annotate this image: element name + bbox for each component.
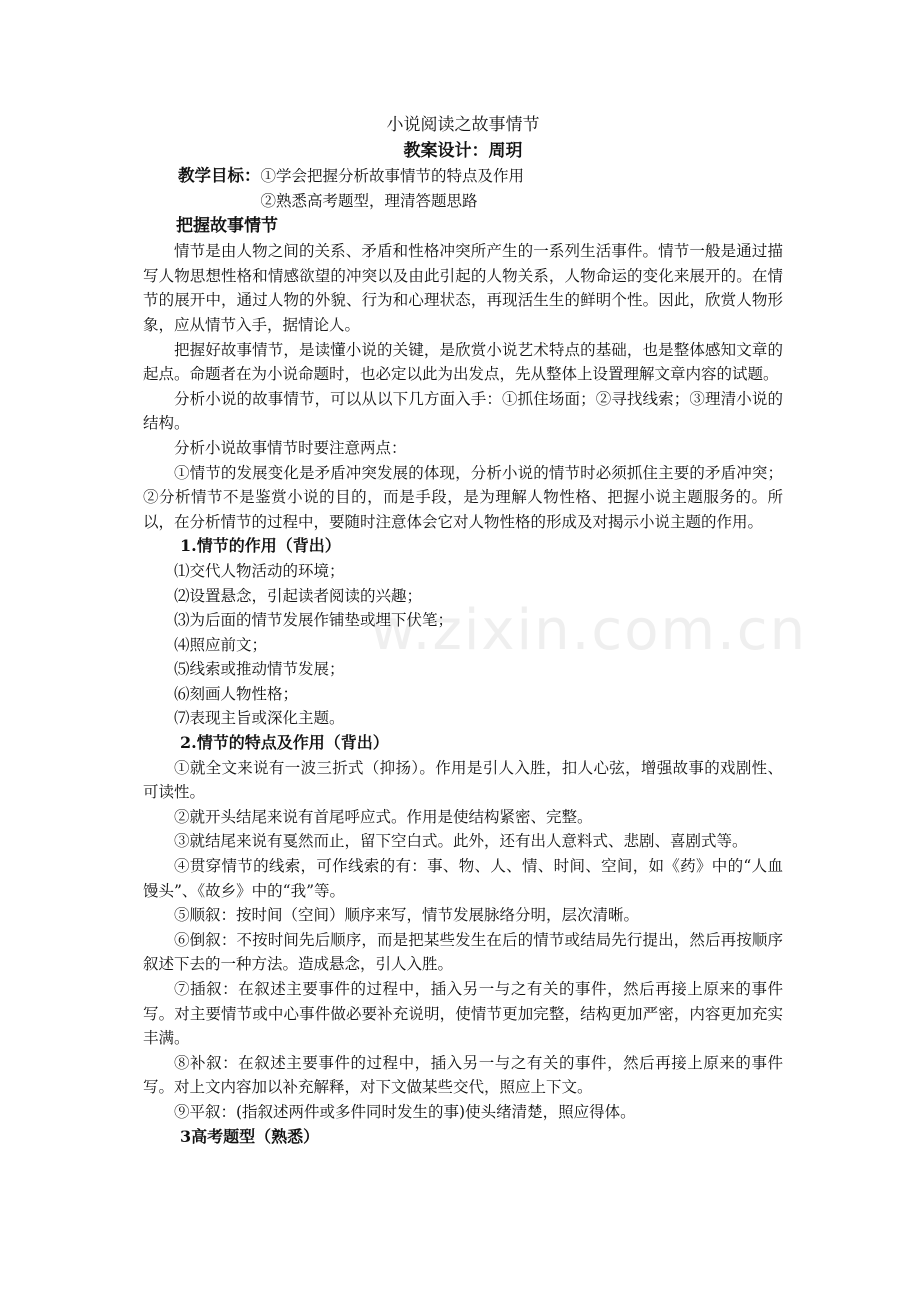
document-title: 小说阅读之故事情节 (386, 115, 540, 135)
section-heading-exam: 3高考题型（熟悉） (180, 1126, 320, 1146)
feature-paragraph: ⑧补叙：在叙述主要事件的过程中，插入另一与之有关的事件，然后再接上原来的事件写。对上文内容加以补充解释，对下文做某些交代，照应上下文。 (143, 1053, 783, 1097)
list-item: ⑸线索或推动情节发展； (174, 660, 345, 679)
feature-paragraph: ①就全文来说有一波三折式（抑扬）。作用是引人入胜，扣人心弦，增强故事的戏剧性、可读性。 (143, 758, 783, 802)
goal-item: ②熟悉高考题型，理清答题思路 (260, 191, 478, 210)
list-item: ⑷照应前文； (174, 635, 268, 654)
feature-paragraph: ③就结尾来说有戛然而止，留下空白式。此外，还有出人意料式、悲剧、喜剧式等。 (174, 832, 748, 851)
watermark: w.zixin.com.cn (370, 598, 808, 663)
paragraph: 分析小说故事情节时要注意两点： (174, 438, 407, 457)
feature-paragraph: ⑨平叙：(指叙述两件或多件同时发生的事)使头绪清楚，照应得体。 (174, 1102, 636, 1121)
list-item: ⑶为后面的情节发展作铺垫或埋下伏笔； (174, 611, 454, 630)
feature-paragraph: ④贯穿情节的线索，可作线索的有：事、物、人、情、时间、空间，如《药》中的“人血馒头”、《故乡》中的“我”等。 (143, 857, 783, 900)
teaching-goals (178, 164, 783, 213)
list-item: ⑹刻画人物性格； (174, 684, 299, 703)
goals-list (261, 164, 525, 213)
paragraph: ①情节的发展变化是矛盾冲突发展的体现，分析小说的情节时必须抓住主要的矛盾冲突；②分析情节不是鉴赏小说的目的，而是手段，是为理解人物性格、把握小说主题服务的。所以，在分析情节的过程中，要随时注意体会它对人物性格的形成及对揭示小说主题的作用。 (143, 463, 783, 531)
list-item: ⑴交代人物活动的环境； (174, 561, 345, 580)
feature-paragraph: ⑦插叙：在叙述主要事件的过程中，插入另一与之有关的事件，然后再接上原来的事件写。对主要情节或中心事件做必要补充说明，使情节更加完整，结构更加严密，内容更加充实丰满。 (143, 980, 783, 1048)
document-content (143, 112, 783, 1149)
section-heading-role: 1.情节的作用（背出） (180, 536, 341, 556)
paragraph: 把握好故事情节，是读懂小说的关键，是欣赏小说艺术特点的基础，也是整体感知文章的起点。命题者在为小说命题时，也必定以此为出发点，先从整体上设置理解文章内容的试题。 (143, 340, 783, 384)
feature-paragraph: ⑤顺叙：按时间（空间）顺序来写，情节发展脉络分明，层次清晰。 (174, 906, 640, 925)
section-heading: 把握故事情节 (176, 216, 278, 237)
section-heading-features: 2.情节的特点及作用（背出） (180, 733, 389, 753)
feature-paragraph: ②就开头结尾来说有首尾呼应式。作用是使结构紧密、完整。 (174, 807, 593, 826)
paragraph: 情节是由人物之间的关系、矛盾和性格冲突所产生的一系列生活事件。情节一般是通过描写人物思想性格和情感欲望的冲突以及由此引起的人物关系，人物命运的变化来展开的。在情节的展开中，通过人物的外貌、行为和心理状态，再现活生生的鲜明个性。因此，欣赏人物形象，应从情节入手，据情论人。 (143, 242, 783, 334)
paragraph: 分析小说的故事情节，可以从以下几方面入手：①抓住场面；②寻找线索；③理清小说的结构。 (143, 389, 783, 433)
list-item: ⑺表现主旨或深化主题。 (174, 709, 345, 728)
goal-item: ①学会把握分析故事情节的特点及作用 (260, 167, 525, 185)
goals-label: 教学目标： (178, 166, 261, 185)
feature-paragraph: ⑥倒叙：不按时间先后顺序，而是把某些发生在后的情节或结局先行提出，然后再按顺序叙述下去的一种方法。造成悬念，引人入胜。 (143, 930, 783, 974)
list-item: ⑵设置悬念，引起读者阅读的兴趣； (174, 586, 423, 605)
document-subtitle: 教案设计：周玥 (403, 141, 523, 161)
